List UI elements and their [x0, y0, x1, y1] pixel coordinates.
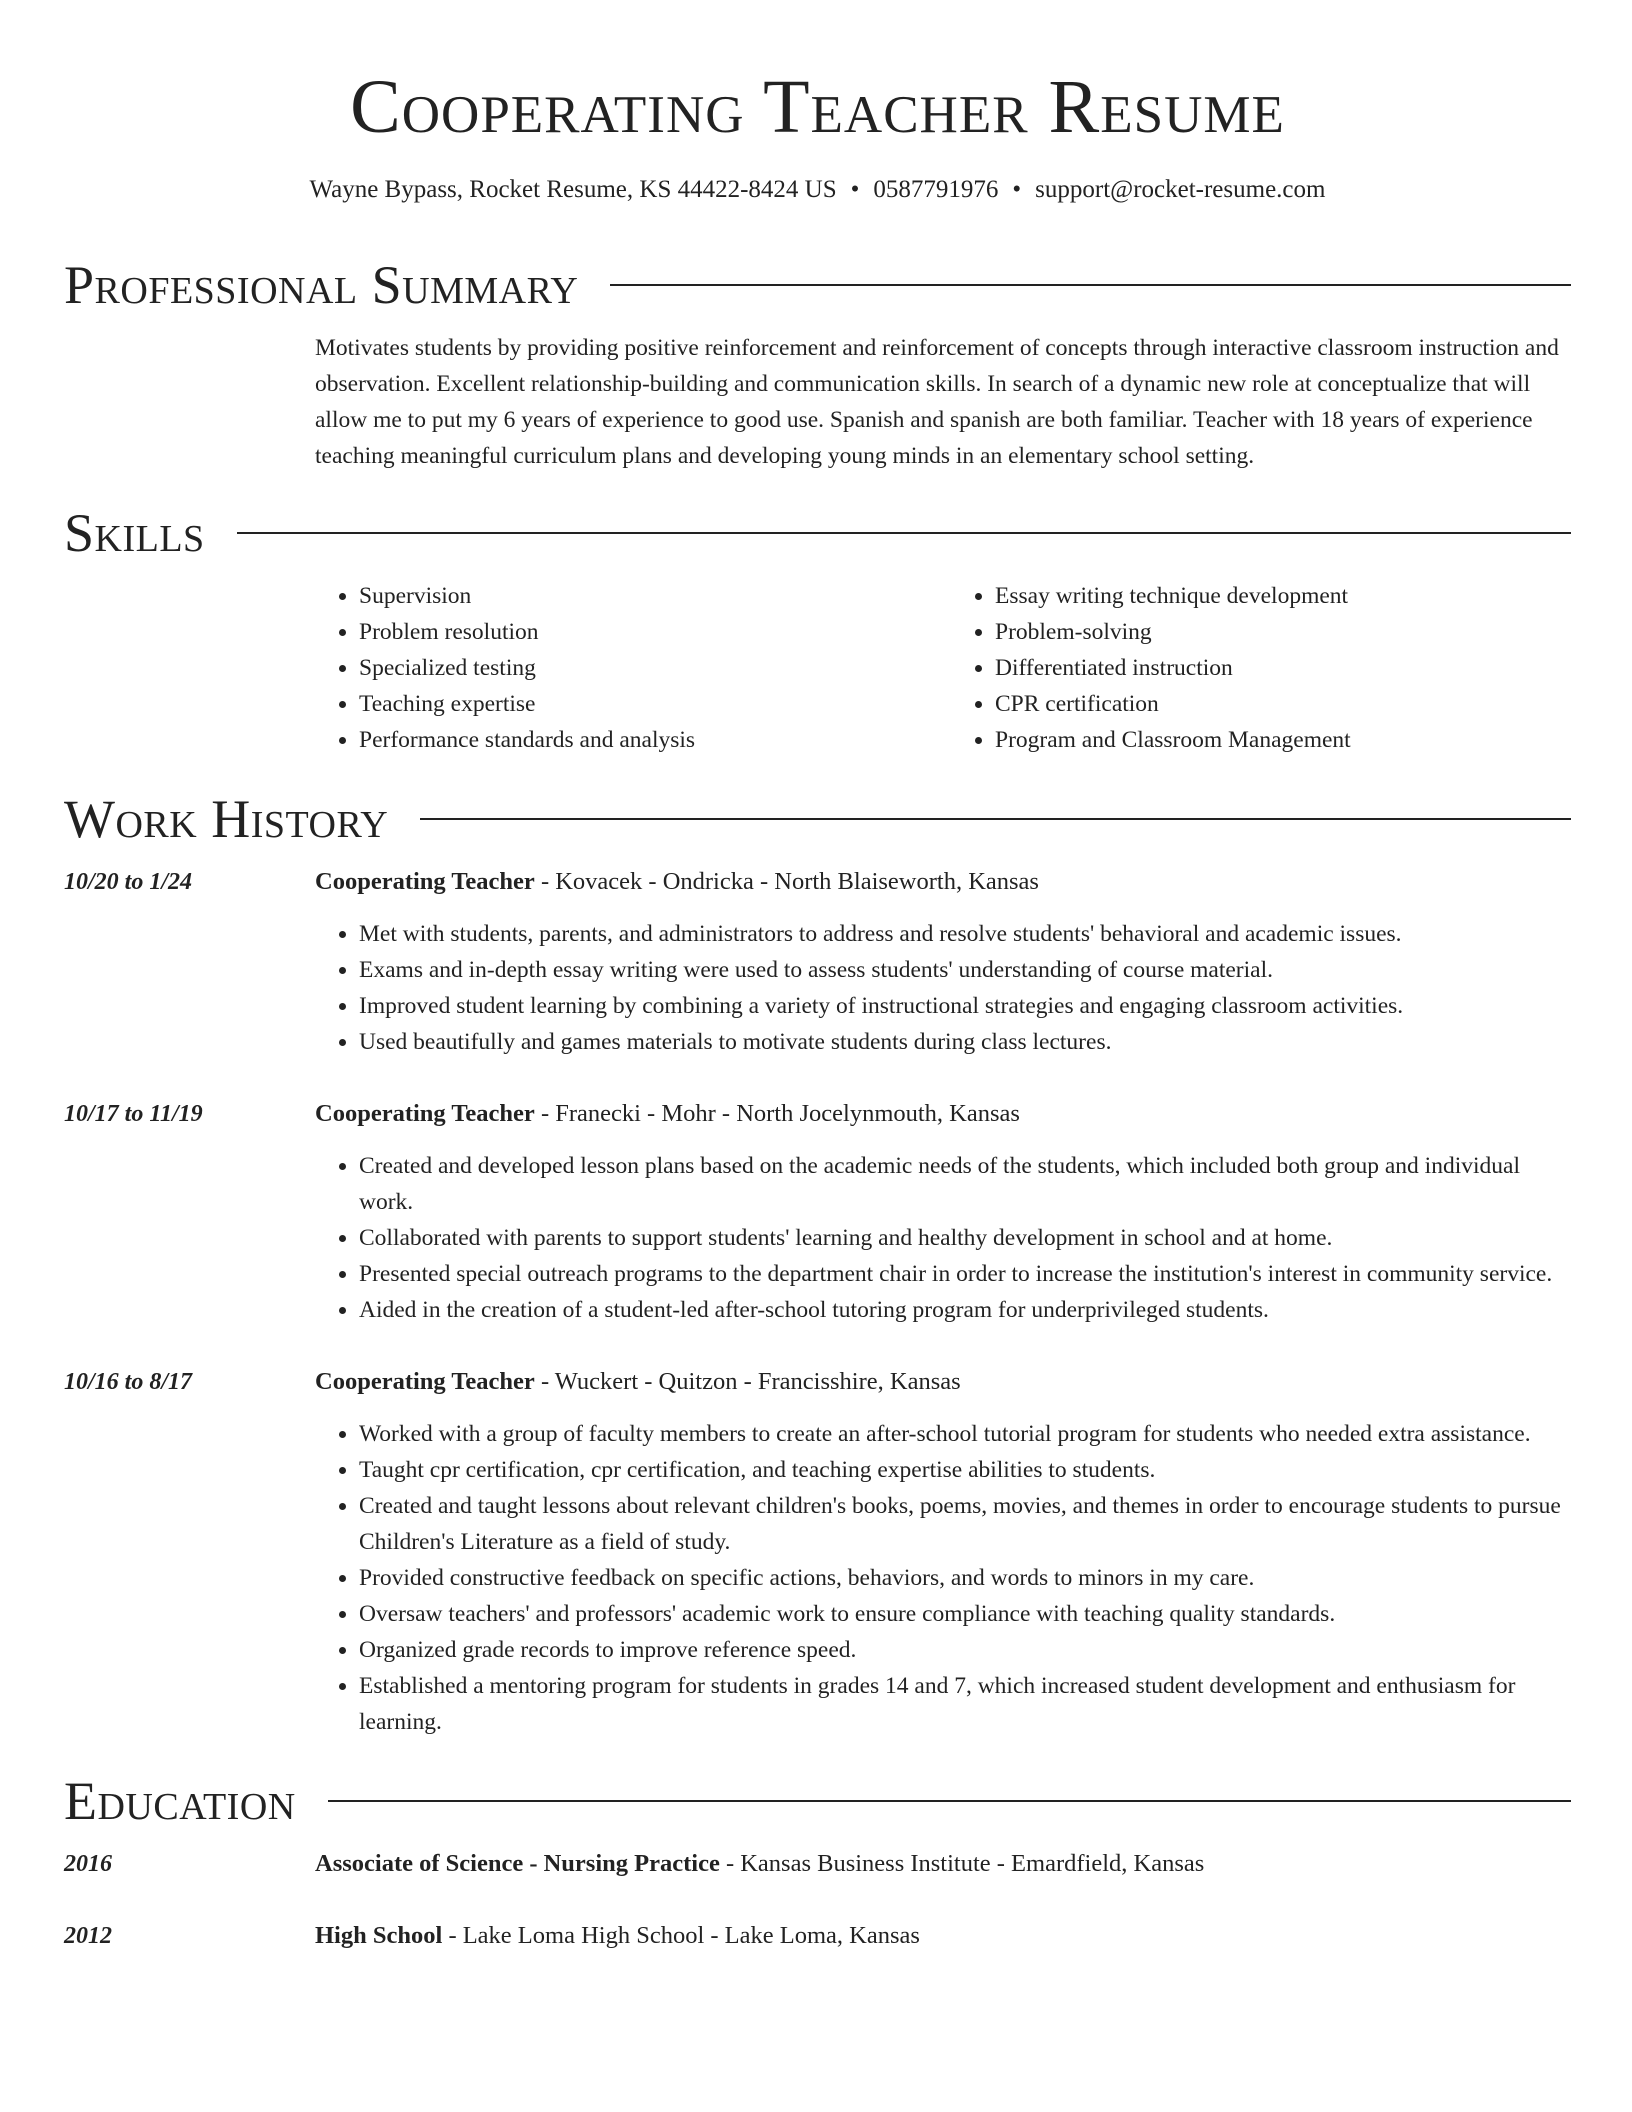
skill-item: • Program and Classroom Management: [995, 722, 1569, 758]
education-section-header: [64, 1770, 1571, 1832]
job-bullet: • Created and taught lessons about relevant children's books, poems, movies, and themes in order to encourage students to pursue Children's Literature as a field of study.: [359, 1488, 1571, 1560]
job-bullets: [315, 1416, 1571, 1740]
job-bullet: • Used beautifully and games materials to motivate students during class lectures.: [359, 1024, 1571, 1060]
job-title: Cooperating Teacher: [315, 1368, 535, 1395]
skill-item: • Problem-solving: [995, 614, 1569, 650]
summary-text: Motivates students by providing positive reinforcement and reinforcement of concepts through interactive classroom instruction and observation. Excellent relationship-building and communication skills. In search of a dynamic new role at conceptualize that will allow me to put my 6 years of experience to good use. Spanish and spanish are both familiar. Teacher with 18 years of experience teaching meaningful curriculum plans and developing young minds in an elementary school setting.: [315, 335, 1559, 469]
education-content: [315, 1846, 1571, 1882]
job-entry: [64, 1096, 1571, 1328]
education-entry: [64, 1918, 1571, 1954]
job-bullet: • Improved student learning by combining a variety of instructional strategies and engaging classroom activities.: [359, 988, 1571, 1024]
education-headline: [315, 1846, 1571, 1882]
contact-line: [64, 174, 1571, 206]
skills-column-right: [933, 578, 1569, 758]
education-degree: Associate of Science - Nursing Practice: [315, 1850, 720, 1877]
job-headline: [315, 1096, 1571, 1132]
contact-separator: •: [1012, 176, 1022, 203]
skills-list: [315, 578, 1571, 758]
summary-section-header: [64, 254, 1571, 316]
job-employer: - Franecki - Mohr - North Jocelynmouth, Kansas: [534, 1100, 1020, 1127]
job-dates: 10/17 to 11/19: [64, 1101, 203, 1127]
skills-section-header: [64, 502, 1571, 564]
job-title: Cooperating Teacher: [315, 1100, 535, 1127]
skill-item: • Performance standards and analysis: [359, 722, 933, 758]
job-bullet: • Created and developed lesson plans based on the academic needs of the students, which included both group and individual work.: [359, 1148, 1571, 1220]
job-bullet: • Oversaw teachers' and professors' academic work to ensure compliance with teaching quality standards.: [359, 1596, 1571, 1632]
education-year: 2016: [64, 1851, 112, 1877]
skill-item: • Supervision: [359, 578, 933, 614]
job-bullet: • Established a mentoring program for students in grades 14 and 7, which increased student development and enthusiasm for learning.: [359, 1668, 1571, 1740]
contact-email: support@rocket-resume.com: [1035, 176, 1326, 203]
skills-column-left: [315, 578, 933, 758]
education-school: - Lake Loma High School - Lake Loma, Kansas: [442, 1922, 920, 1949]
job-content: [315, 864, 1571, 1060]
job-dates: 10/20 to 1/24: [64, 869, 193, 895]
job-bullets: [315, 1148, 1571, 1328]
job-bullet: • Provided constructive feedback on specific actions, behaviors, and words to minors in my care.: [359, 1560, 1571, 1596]
section-divider: [610, 284, 1571, 286]
job-bullet: • Aided in the creation of a student-led after-school tutoring program for underprivileged students.: [359, 1292, 1571, 1328]
education-content: [315, 1918, 1571, 1954]
contact-address: Wayne Bypass, Rocket Resume, KS 44422-8424 US: [309, 176, 837, 203]
education-headline: [315, 1918, 1571, 1954]
job-entry: [64, 1364, 1571, 1740]
job-bullet: • Organized grade records to improve reference speed.: [359, 1632, 1571, 1668]
page-title: Cooperating Teacher Resume: [350, 65, 1285, 149]
job-dates: 10/16 to 8/17: [64, 1369, 193, 1395]
section-divider: [420, 818, 1571, 820]
skill-item: • CPR certification: [995, 686, 1569, 722]
job-bullet: • Worked with a group of faculty members to create an after-school tutorial program for students who needed extra assistance.: [359, 1416, 1571, 1452]
education-degree: High School: [315, 1922, 443, 1949]
section-divider: [328, 1800, 1571, 1802]
job-employer: - Wuckert - Quitzon - Francisshire, Kansas: [534, 1368, 961, 1395]
skill-item: • Essay writing technique development: [995, 578, 1569, 614]
contact-separator: •: [850, 176, 860, 203]
education-heading: Education: [64, 1771, 296, 1831]
work-history: [64, 864, 1571, 1740]
skills-heading: Skills: [64, 503, 205, 563]
job-bullet: • Met with students, parents, and administrators to address and resolve students' behavioral and academic issues.: [359, 916, 1571, 952]
job-bullets: [315, 916, 1571, 1060]
job-headline: [315, 1364, 1571, 1400]
work-heading: Work History: [64, 789, 389, 849]
section-divider: [237, 532, 1571, 534]
work-section-header: [64, 788, 1571, 850]
skill-item: • Problem resolution: [359, 614, 933, 650]
job-content: [315, 1364, 1571, 1740]
summary-heading: Professional Summary: [64, 255, 579, 315]
education-school: - Kansas Business Institute - Emardfield, Kansas: [719, 1850, 1205, 1877]
job-bullet: • Taught cpr certification, cpr certification, and teaching expertise abilities to students.: [359, 1452, 1571, 1488]
job-content: [315, 1096, 1571, 1328]
job-employer: - Kovacek - Ondricka - North Blaiseworth, Kansas: [534, 868, 1039, 895]
skill-item: • Teaching expertise: [359, 686, 933, 722]
job-bullet: • Exams and in-depth essay writing were used to assess students' understanding of course material.: [359, 952, 1571, 988]
job-title: Cooperating Teacher: [315, 868, 535, 895]
job-bullet: • Presented special outreach programs to the department chair in order to increase the institution's interest in community service.: [359, 1256, 1571, 1292]
job-bullet: • Collaborated with parents to support students' learning and healthy development in school and at home.: [359, 1220, 1571, 1256]
education-year: 2012: [64, 1923, 112, 1949]
education-list: [64, 1846, 1571, 1954]
contact-phone: 0587791976: [873, 176, 999, 203]
education-entry: [64, 1846, 1571, 1882]
job-entry: [64, 864, 1571, 1060]
skill-item: • Differentiated instruction: [995, 650, 1569, 686]
job-headline: [315, 864, 1571, 900]
skill-item: • Specialized testing: [359, 650, 933, 686]
